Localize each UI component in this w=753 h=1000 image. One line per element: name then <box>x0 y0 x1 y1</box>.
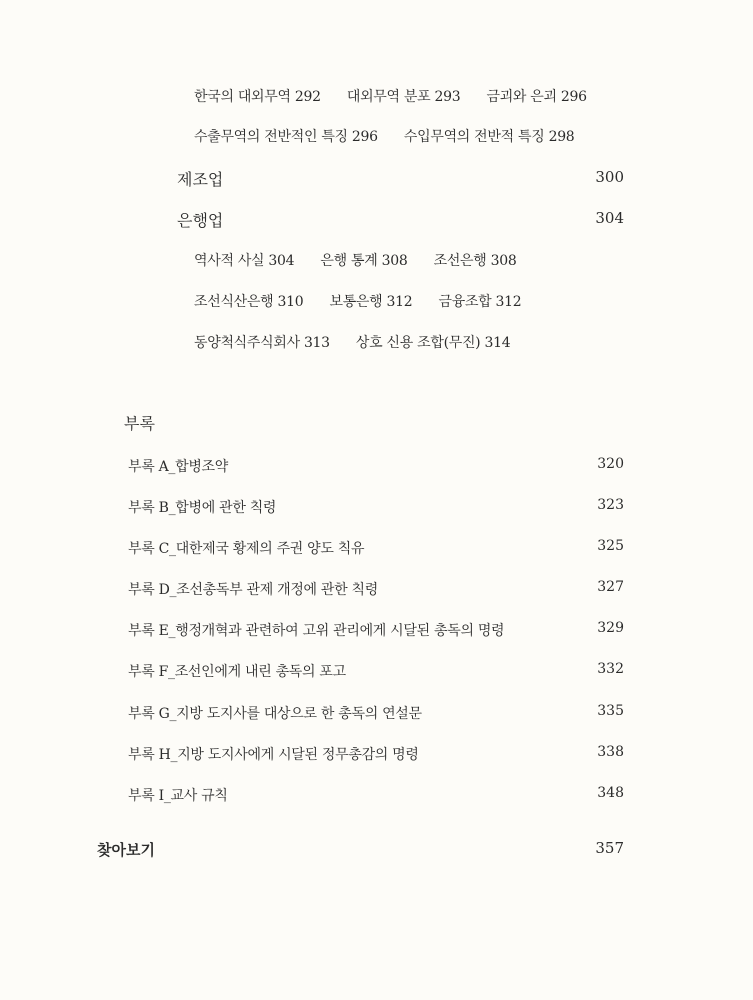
toc-sub-entry: 조선식산은행 310 <box>194 294 304 310</box>
appendix-item-c: 부록 C_대한제국 황제의 주권 양도 칙유 <box>128 541 365 557</box>
toc-sub-entry: 금융조합 312 <box>438 294 522 310</box>
toc-sub-line-3 <box>194 250 538 270</box>
toc-sub-entry: 금괴와 은괴 296 <box>486 89 587 105</box>
appendix-item-a: 부록 A_합병조약 <box>128 459 229 475</box>
appendix-page: 327 <box>597 579 624 595</box>
toc-sub-entry: 은행 통계 308 <box>320 253 408 269</box>
toc-sub-line-4 <box>194 291 543 311</box>
toc-sub-entry: 수출무역의 전반적인 특징 296 <box>194 129 378 145</box>
index-page: 357 <box>595 839 624 857</box>
toc-sub-entry: 역사적 사실 304 <box>194 253 295 269</box>
toc-section-page: 304 <box>595 209 624 227</box>
appendix-page: 320 <box>597 456 624 472</box>
appendix-page: 335 <box>597 703 624 719</box>
appendix-page: 329 <box>597 620 624 636</box>
toc-section-banking: 은행업 <box>177 211 224 230</box>
toc-sub-entry: 한국의 대외무역 292 <box>194 89 321 105</box>
index-title: 찾아보기 <box>97 841 155 859</box>
toc-section-manufacturing: 제조업 <box>177 170 224 189</box>
toc-sub-entry: 보통은행 312 <box>329 294 413 310</box>
toc-sub-entry: 대외무역 분포 293 <box>346 89 461 105</box>
appendix-item-i: 부록 I_교사 규칙 <box>128 788 228 804</box>
appendix-heading: 부록 <box>124 414 155 433</box>
toc-sub-entry: 조선은행 308 <box>433 253 517 269</box>
toc-sub-line-1 <box>194 86 609 106</box>
appendix-item-f: 부록 F_조선인에게 내린 총독의 포고 <box>128 664 346 680</box>
appendix-item-b: 부록 B_합병에 관한 칙령 <box>128 500 277 516</box>
appendix-page: 332 <box>597 661 624 677</box>
appendix-page: 325 <box>597 538 624 554</box>
toc-sub-entry: 상호 신용 조합(무진) 314 <box>355 335 511 351</box>
toc-sub-line-5 <box>194 332 532 352</box>
appendix-page: 338 <box>597 744 624 760</box>
appendix-item-e: 부록 E_행정개혁과 관련하여 고위 관리에게 시달된 총독의 명령 <box>128 623 505 639</box>
appendix-item-h: 부록 H_지방 도지사에게 시달된 정무총감의 명령 <box>128 747 419 763</box>
appendix-item-d: 부록 D_조선총독부 관제 개정에 관한 칙령 <box>128 582 378 598</box>
toc-section-page: 300 <box>595 168 624 186</box>
toc-sub-entry: 동양척식주식회사 313 <box>194 335 330 351</box>
toc-sub-entry: 수입무역의 전반적 특징 298 <box>403 129 575 145</box>
appendix-item-g: 부록 G_지방 도지사를 대상으로 한 총독의 연설문 <box>128 706 422 722</box>
toc-sub-line-2 <box>194 126 596 146</box>
appendix-page: 348 <box>597 785 624 801</box>
appendix-page: 323 <box>597 497 624 513</box>
